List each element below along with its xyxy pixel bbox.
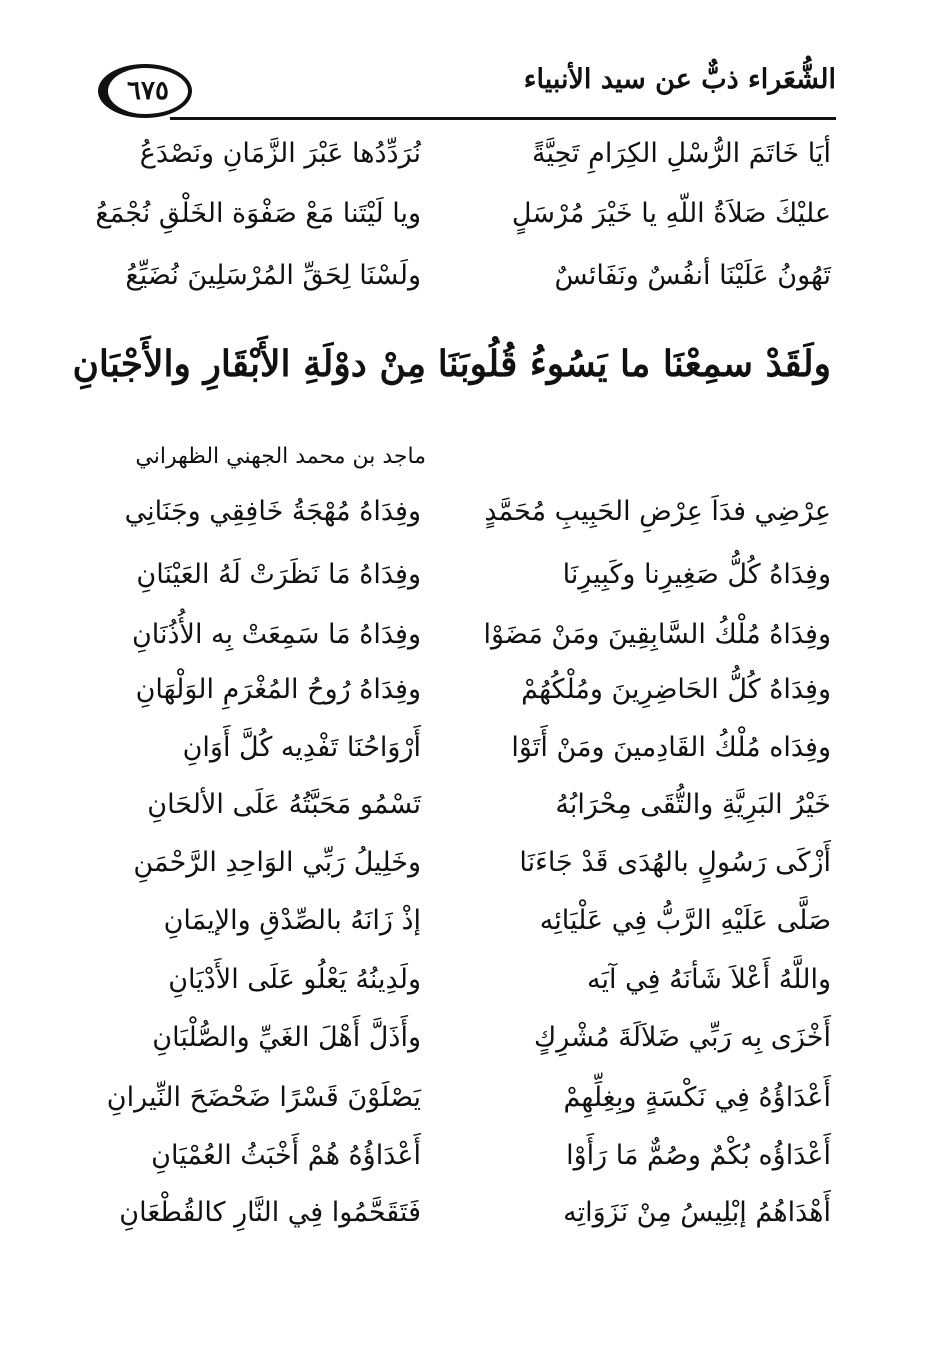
verse-right-9: واللَّهُ أَعْلاَ شَأنَهُ فِي آيَه bbox=[587, 964, 831, 995]
verse-right-8: صَلَّى عَلَيْهِ الرَّبُّ فِي عَلْيَائِه bbox=[539, 905, 831, 936]
verse-right-4: وفِدَاهُ كُلُّ الحَاضِرِينَ ومُلْكُهُمْ bbox=[521, 674, 831, 705]
verse-right-11: أَعْدَاؤُهُ فِي نَكْسَةٍ وبِغِلِّهِمْ bbox=[563, 1082, 831, 1113]
verse-left-8: إذْ زَانَهُ بالصِّدْقِ والإيمَانِ bbox=[163, 905, 421, 936]
verse-right-7: أَزْكَى رَسُولٍ بالهُدَى قَدْ جَاءَنَا bbox=[519, 847, 831, 878]
verse-left-13: فَتَقَحَّمُوا فِي النَّارِ كالقُطْعَانِ bbox=[119, 1197, 421, 1228]
poem-heading-left: مِنْ دوْلَةِ الأَبْقَارِ والأَجْبَانِ bbox=[72, 343, 426, 385]
verse-right-1: عِرْضِي فدَاَ عِرْضِ الحَبِيبِ مُحَمَّدٍ bbox=[484, 496, 831, 527]
header-rule bbox=[170, 117, 836, 120]
verse-right-10: أَخْزَى بِه رَبِّي ضَلاَلَةَ مُشْرِكٍ bbox=[533, 1022, 831, 1053]
top-verse-right-1: أيَا خَاتَمَ الرُّسْلِ الكِرَامِ تَحِيَّةً bbox=[532, 138, 831, 169]
verse-left-5: أَرْوَاحُنَا تَفْدِيه كُلَّ أَوَانِ bbox=[182, 732, 421, 763]
verse-left-7: وخَلِيلُ رَبِّي الوَاحِدِ الرَّحْمَنِ bbox=[133, 847, 421, 878]
verse-right-5: وفِدَاه مُلْكُ القَادِمينَ ومَنْ أَتَوْا bbox=[511, 732, 831, 763]
verse-left-3: وفِدَاهُ مَا سَمِعَتْ بِه الأُذُنَانِ bbox=[131, 619, 421, 650]
verse-left-10: وأَذَلَّ أَهْلَ الغَيِّ والصُّلْبَانِ bbox=[152, 1022, 421, 1053]
top-verse-right-2: عليْكَ صَلاَةُ اللّهِ يا خَيْرَ مُرْسَلٍ bbox=[511, 198, 831, 229]
running-header-title: الشُّعَراء ذبٌّ عن سيد الأنبياء bbox=[523, 64, 836, 95]
verse-left-12: أَعْدَاؤُهُ هُمْ أَخْبَثُ العُمْيَانِ bbox=[151, 1140, 421, 1171]
page-number bbox=[98, 64, 192, 118]
verse-left-2: وفِدَاهُ مَا نَظَرَتْ لَهُ العَيْنَانِ bbox=[136, 559, 421, 590]
verse-right-12: أَعْدَاؤُه بُكْمٌ وصُمٌّ مَا رَأَوْا bbox=[566, 1140, 831, 1171]
page-number-text: ٦٧٥ bbox=[127, 76, 169, 106]
verse-right-6: خَيْرُ البَرِيَّةِ والتُّقَى مِحْرَابُهُ bbox=[555, 789, 831, 820]
poem-author: ماجد بن محمد الجهني الظهراني bbox=[135, 444, 426, 469]
top-verse-left-1: نُرَدِّدُها عَبْرَ الزَّمَانِ ونَصْدَعُ bbox=[139, 138, 421, 169]
verse-right-3: وفِدَاهُ مُلْكُ السَّابِقِينَ ومَنْ مَضَوْا bbox=[483, 619, 831, 650]
poem-heading-right: ولَقَدْ سمِعْنَا ما يَسُوءُ قُلُوبَنَا bbox=[437, 343, 831, 385]
top-verse-left-3: ولَسْنَا لِحَقِّ المُرْسَلِينَ نُضَيِّعُ bbox=[125, 260, 421, 291]
verse-left-9: ولَدِينُهُ يَعْلُو عَلَى الأَدْيَانِ bbox=[168, 964, 421, 995]
top-verse-right-3: تَهُونُ عَلَيْنَا أنفُسٌ ونَفَائسٌ bbox=[554, 260, 831, 291]
verse-right-2: وفِدَاهُ كُلُّ صَغِيرِنا وكَبِيرِنَا bbox=[562, 559, 831, 590]
verse-left-11: يَصْلَوْنَ قَسْرًا ضَحْضَحَ النِّيرانِ bbox=[106, 1082, 421, 1113]
top-verse-left-2: ويا لَيْتَنا مَعْ صَفْوَة الخَلْقِ نُجْمَعُ bbox=[95, 198, 421, 229]
verse-left-6: تَسْمُو مَحَبَّتُهُ عَلَى الألحَانِ bbox=[147, 789, 421, 820]
verse-left-1: وفِدَاهُ مُهْجَةُ خَافِقِي وجَنَانِي bbox=[124, 496, 421, 527]
verse-left-4: وفِدَاهُ رُوحُ المُغْرَمِ الوَلْهَانِ bbox=[135, 674, 421, 705]
verse-right-13: أَهْدَاهُمُ إبْلِيسُ مِنْ نَزَوَاتِه bbox=[563, 1197, 831, 1228]
